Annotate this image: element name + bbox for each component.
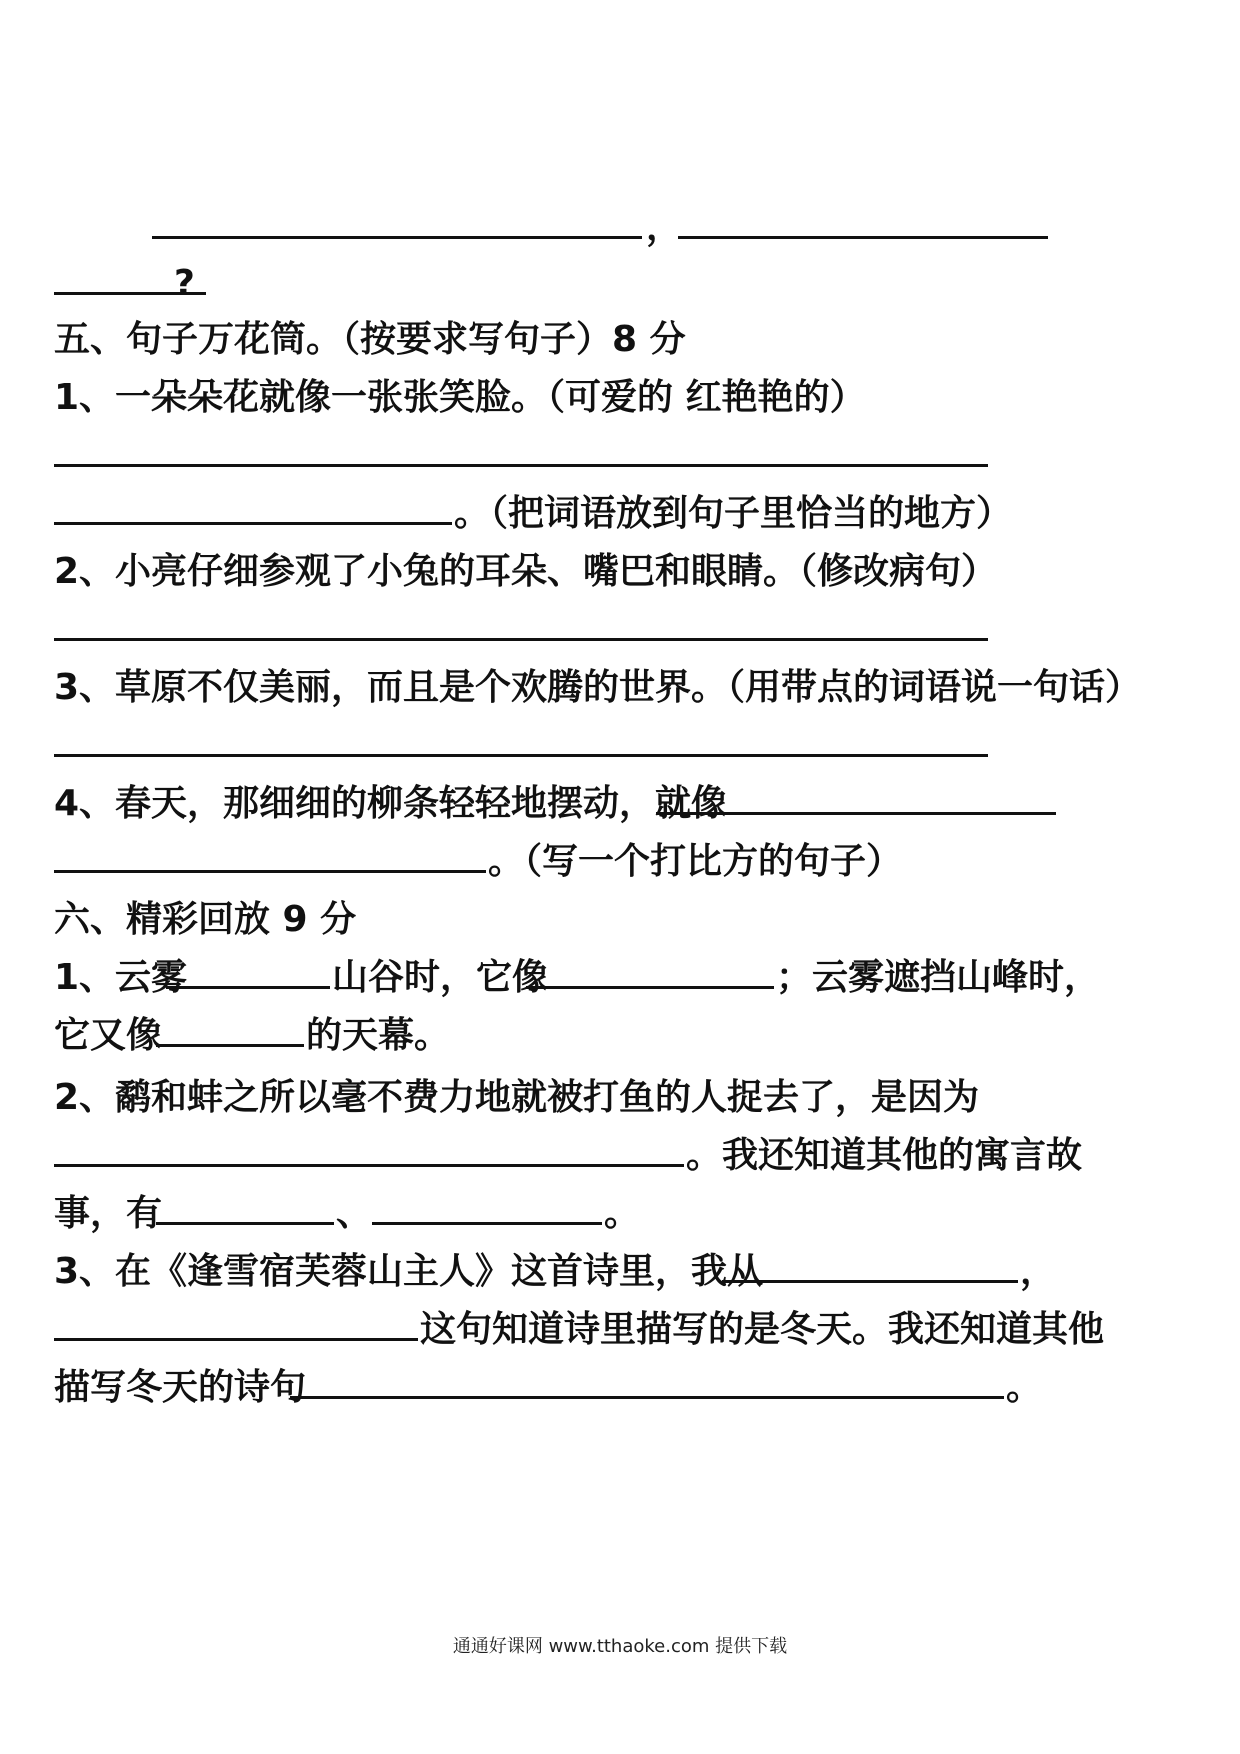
answer-blank[interactable] xyxy=(166,956,330,989)
review-3-text-b: ， xyxy=(1020,1251,1057,1292)
review-1-text-d: 它又像 xyxy=(54,1015,163,1056)
review-3-text-c: 这句知道诗里描写的是冬天。我还知道其他 xyxy=(420,1309,1105,1350)
answer-blank[interactable] xyxy=(678,206,1048,239)
answer-blank[interactable] xyxy=(54,840,486,873)
question-mark: ? xyxy=(174,263,195,304)
review-2-text-d: 、 xyxy=(336,1193,373,1234)
review-3-text-a: 3、在《逢雪宿芙蓉山主人》这首诗里，我从 xyxy=(54,1251,764,1292)
answer-blank[interactable] xyxy=(54,724,988,757)
review-1-text-c: ；云雾遮挡山峰时， xyxy=(776,957,1101,998)
section-6-title: 六、精彩回放 9 分 xyxy=(54,899,357,940)
question-2: 2、小亮仔细参观了小兔的耳朵、嘴巴和眼睛。（修改病句） xyxy=(54,551,998,592)
comma: ， xyxy=(646,207,683,248)
answer-blank[interactable] xyxy=(290,1366,1004,1399)
review-2-text-b: 。我还知道其他的寓言故 xyxy=(686,1135,1083,1176)
answer-blank[interactable] xyxy=(526,956,774,989)
review-3-text-d: 描写冬天的诗句 xyxy=(54,1367,307,1408)
footer-source: 通通好课网 www.tthaoke.com 提供下载 xyxy=(452,1636,788,1657)
answer-blank[interactable] xyxy=(54,1308,418,1341)
answer-blank[interactable] xyxy=(156,1014,304,1047)
answer-blank[interactable] xyxy=(54,492,452,525)
question-1-hint: 。（把词语放到句子里恰当的地方） xyxy=(454,493,1013,534)
question-4-hint: 。（写一个打比方的句子） xyxy=(488,841,903,882)
review-2-text-c: 事，有 xyxy=(54,1193,163,1234)
question-4-text: 4、春天，那细细的柳条轻轻地摆动，就像 xyxy=(54,783,728,824)
answer-blank[interactable] xyxy=(54,1134,684,1167)
question-1: 1、一朵朵花就像一张张笑脸。（可爱的 红艳艳的） xyxy=(54,377,866,418)
review-1-text-b: 山谷时，它像 xyxy=(332,957,549,998)
review-2-text-e: 。 xyxy=(604,1193,641,1234)
review-3-text-e: 。 xyxy=(1006,1367,1043,1408)
answer-blank[interactable] xyxy=(656,782,1056,815)
answer-blank[interactable] xyxy=(156,1192,334,1225)
answer-blank[interactable] xyxy=(722,1250,1018,1283)
review-2: 2、鹬和蚌之所以毫不费力地就被打鱼的人捉去了，是因为 xyxy=(54,1077,980,1118)
question-3: 3、草原不仅美丽，而且是个欢腾的世界。（用带点的词语说一句话） xyxy=(54,667,1142,708)
answer-blank[interactable] xyxy=(54,434,988,467)
answer-blank[interactable] xyxy=(372,1192,602,1225)
section-5-title: 五、句子万花筒。（按要求写句子）8 分 xyxy=(54,319,686,360)
review-1-text-e: 的天幕。 xyxy=(306,1015,451,1056)
answer-blank[interactable] xyxy=(54,608,988,641)
answer-blank[interactable] xyxy=(152,206,642,239)
review-1-text-a: 1、云雾 xyxy=(54,957,188,998)
